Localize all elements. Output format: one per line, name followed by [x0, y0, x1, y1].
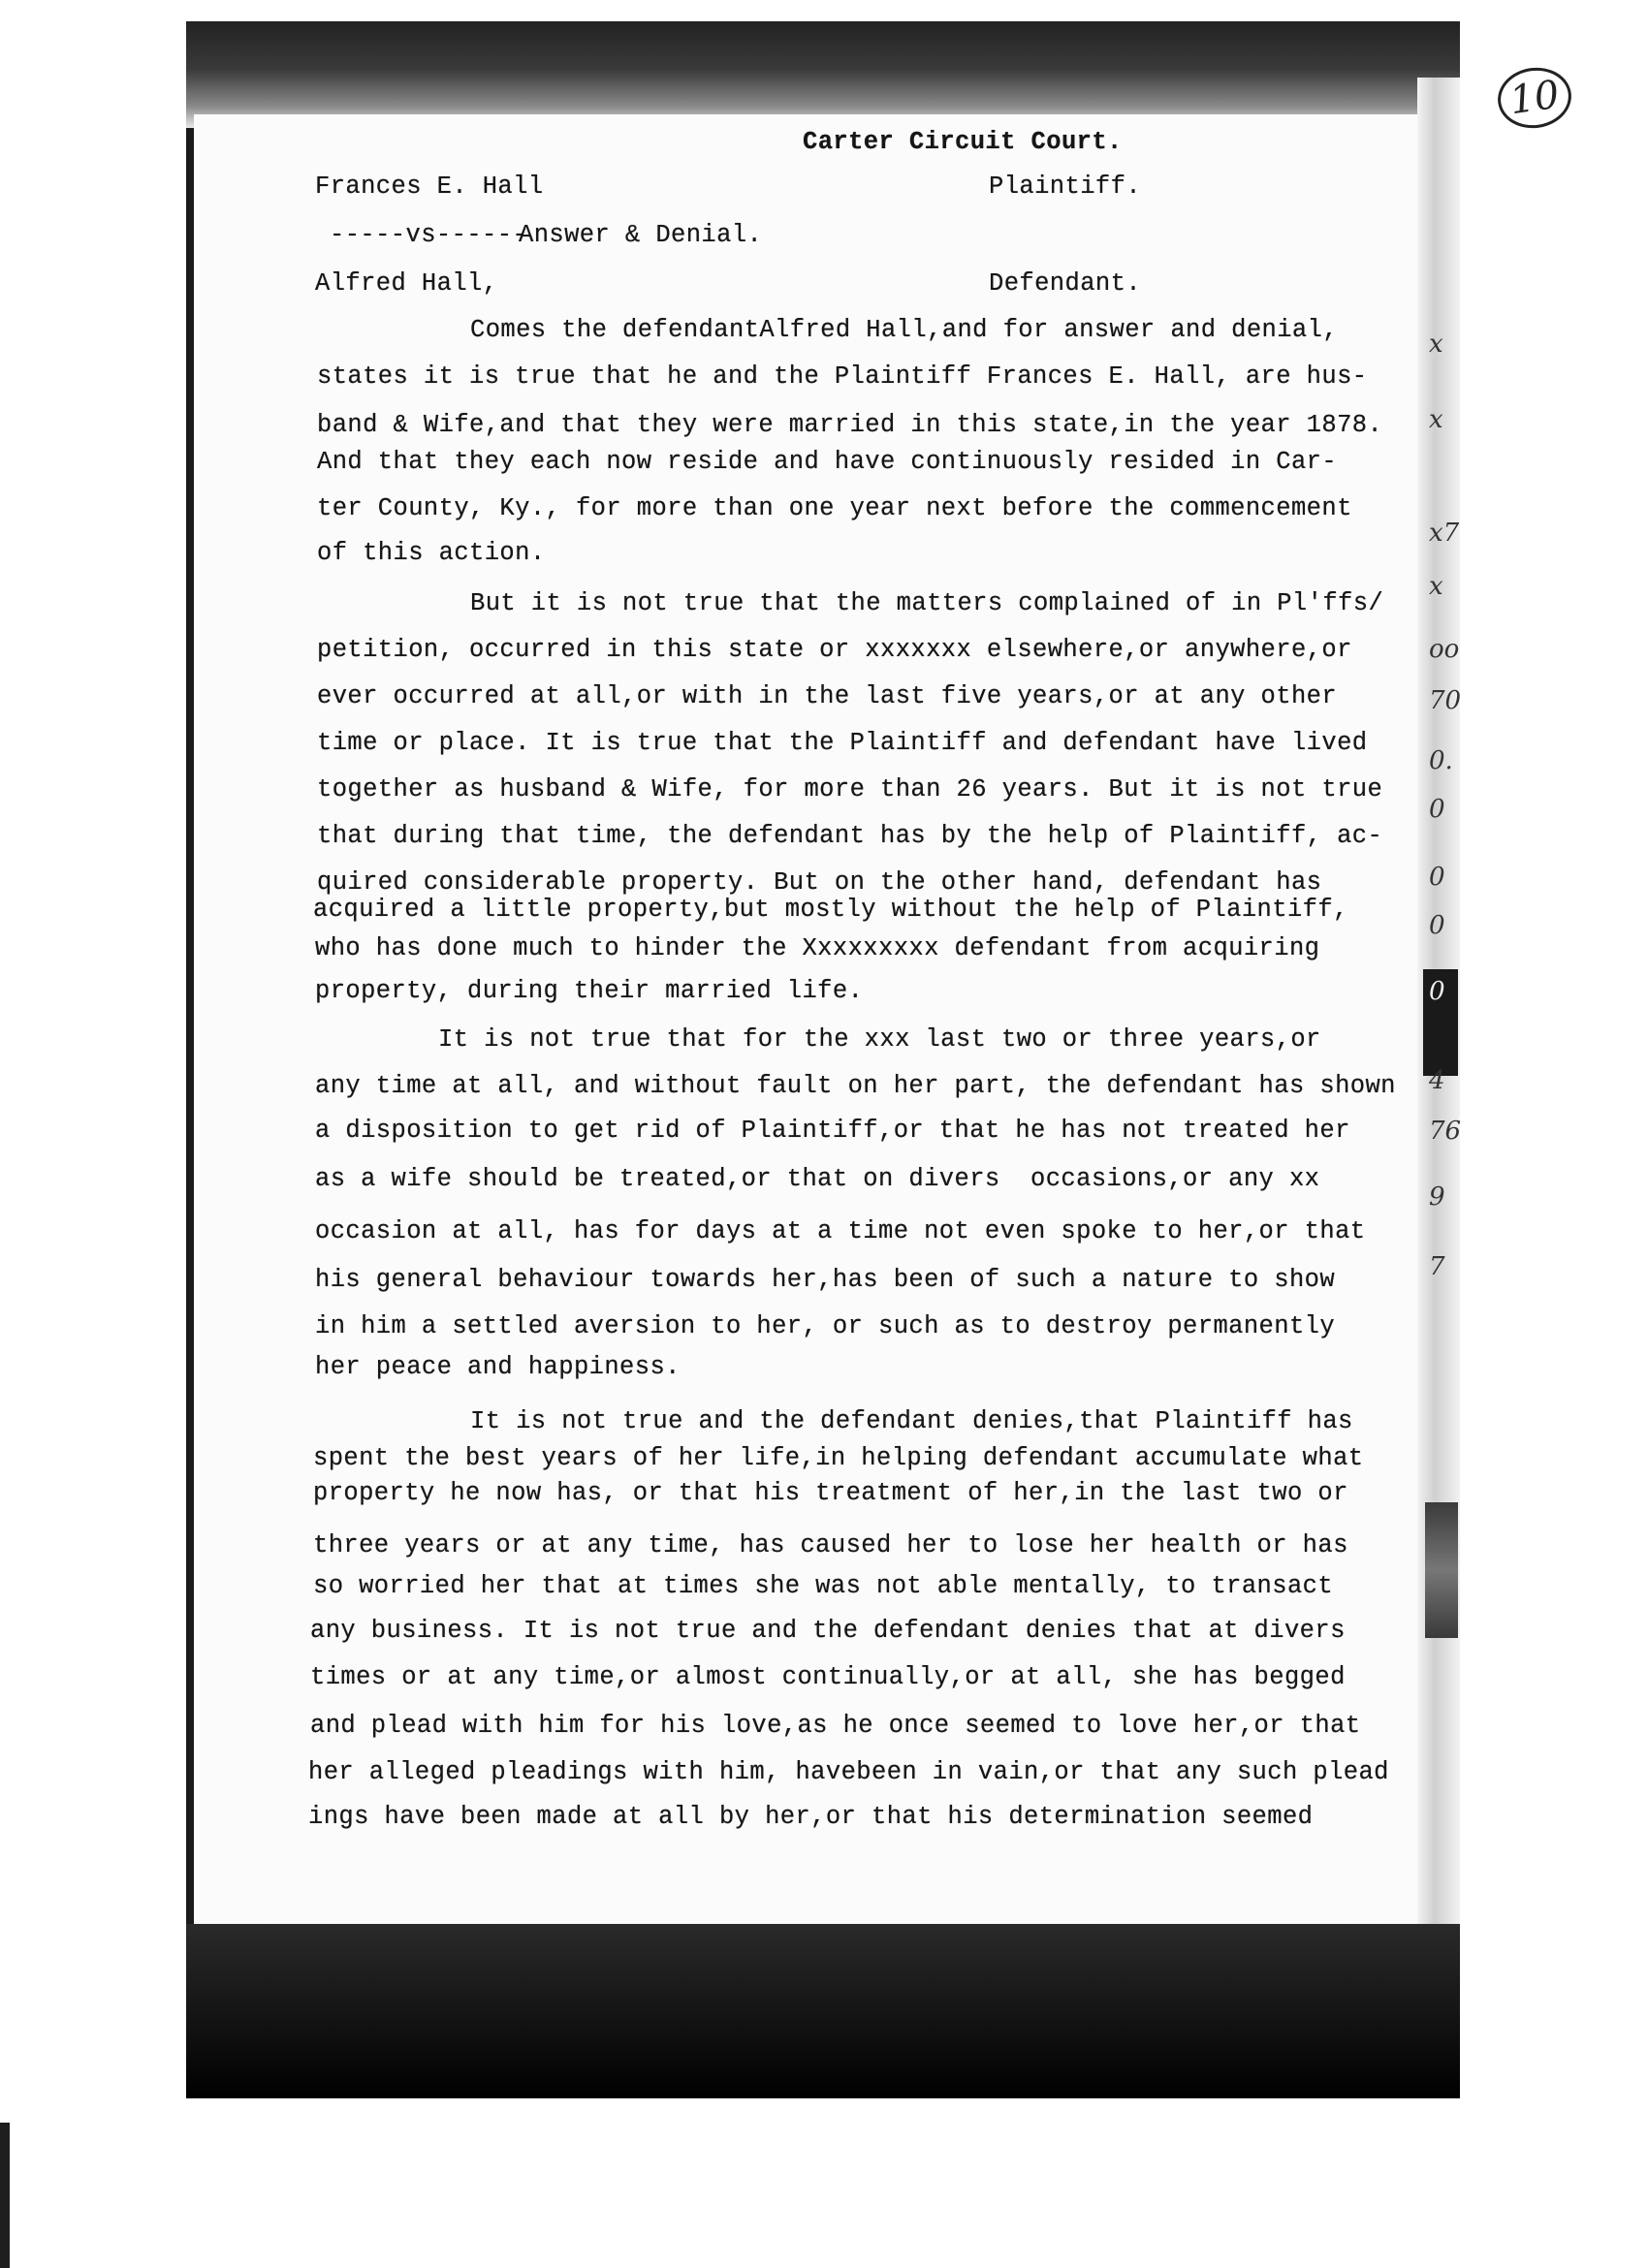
plaintiff-role: Plaintiff. — [989, 173, 1142, 201]
scan-top-streak — [186, 21, 1460, 128]
body-line: any business. It is not true and the defendant denies that at divers — [310, 1617, 1346, 1645]
body-line: property, during their married life. — [315, 977, 864, 1005]
body-line: that during that time, the defendant has by the help of Plaintiff, ac- — [317, 822, 1383, 850]
margin-mark: x — [1429, 572, 1443, 601]
body-line: And that they each now reside and have continuously resided in Car- — [317, 448, 1338, 476]
margin-mark: 0 — [1429, 977, 1445, 1006]
document-type: Answer & Denial. — [519, 221, 763, 249]
body-line: of this action. — [317, 539, 546, 567]
body-line: her alleged pleadings with him, havebeen in vain,or that any such plead — [308, 1758, 1389, 1786]
scan-bottom-border — [186, 1924, 1460, 2098]
margin-mark: 0 — [1429, 911, 1445, 940]
body-line: states it is true that he and the Plaintiff Frances E. Hall, are hus- — [317, 362, 1368, 391]
defendant-name: Alfred Hall, — [315, 269, 498, 298]
margin-mark: oo — [1429, 635, 1460, 664]
body-line: time or place. It is true that the Plaintiff and defendant have lived — [317, 729, 1368, 757]
body-line: Comes the defendantAlfred Hall,and for answer and denial, — [470, 316, 1339, 344]
body-line: his general behaviour towards her,has been of such a nature to show — [315, 1266, 1336, 1294]
body-line: ever occurred at all,or with in the last five years,or at any other — [317, 682, 1338, 710]
margin-mark: 0 — [1429, 795, 1445, 824]
margin-mark: 4 — [1429, 1066, 1445, 1095]
margin-mark: x — [1429, 405, 1443, 434]
body-line: times or at any time,or almost continually,or at all, she has begged — [310, 1663, 1346, 1691]
margin-mark: 70 — [1429, 686, 1462, 715]
body-line: quired considerable property. But on the other hand, defendant has — [317, 868, 1322, 897]
defendant-role: Defendant. — [989, 269, 1142, 298]
margin-mark: x — [1429, 330, 1443, 359]
body-line: in him a settled aversion to her, or such as to destroy permanently — [315, 1312, 1336, 1340]
body-line: property he now has, or that his treatment of her,in the last two or — [313, 1479, 1348, 1507]
margin-mark: 9 — [1429, 1182, 1445, 1212]
margin-mark: 7 — [1429, 1252, 1445, 1281]
body-line: acquired a little property,but mostly without the help of Plaintiff, — [313, 896, 1348, 924]
body-line: together as husband & Wife, for more than 26 years. But it is not true — [317, 775, 1383, 803]
plaintiff-name: Frances E. Hall — [315, 173, 544, 201]
body-line: ter County, Ky., for more than one year next before the commencement — [317, 494, 1352, 522]
body-line: spent the best years of her life,in helping defendant accumulate what — [313, 1444, 1364, 1472]
page-number: 10 — [1494, 63, 1575, 133]
body-line: It is not true and the defendant denies,that Plaintiff has — [470, 1407, 1353, 1435]
page-edge-smudge — [1425, 1502, 1458, 1638]
body-line: her peace and happiness. — [315, 1353, 681, 1381]
body-line: petition, occurred in this state or xxxxxxx elsewhere,or anywhere,or — [317, 636, 1352, 664]
body-line: occasion at all, has for days at a time not even spoke to her,or that — [315, 1217, 1366, 1245]
margin-mark: 0. — [1429, 746, 1453, 775]
body-line: a disposition to get rid of Plaintiff,or that he has not treated her — [315, 1117, 1350, 1145]
margin-mark: x7 — [1429, 519, 1460, 548]
body-line: who has done much to hinder the Xxxxxxxxx defendant from acquiring — [315, 934, 1320, 962]
margin-mark: 0 — [1429, 863, 1445, 892]
body-line: as a wife should be treated,or that on divers occasions,or any xx — [315, 1165, 1320, 1193]
body-line: But it is not true that the matters complained of in Pl'ffs/ — [470, 589, 1384, 617]
body-line: band & Wife,and that they were married in this state,in the year 1878. — [317, 411, 1383, 439]
court-heading: Carter Circuit Court. — [803, 128, 1123, 156]
versus-mark: -----vs------ — [330, 221, 528, 249]
margin-mark: 76 — [1429, 1117, 1462, 1146]
body-line: three years or at any time, has caused her to lose her health or has — [313, 1531, 1348, 1559]
body-line: It is not true that for the xxx last two or three years,or — [438, 1025, 1321, 1054]
body-line: ings have been made at all by her,or that his determination seemed — [308, 1803, 1314, 1831]
body-line: so worried her that at times she was not able mentally, to transact — [313, 1572, 1334, 1600]
body-line: and plead with him for his love,as he once seemed to love her,or that — [310, 1712, 1361, 1740]
body-line: any time at all, and without fault on her part, the defendant has shown — [315, 1072, 1396, 1100]
scan-left-artifact — [0, 2123, 10, 2268]
